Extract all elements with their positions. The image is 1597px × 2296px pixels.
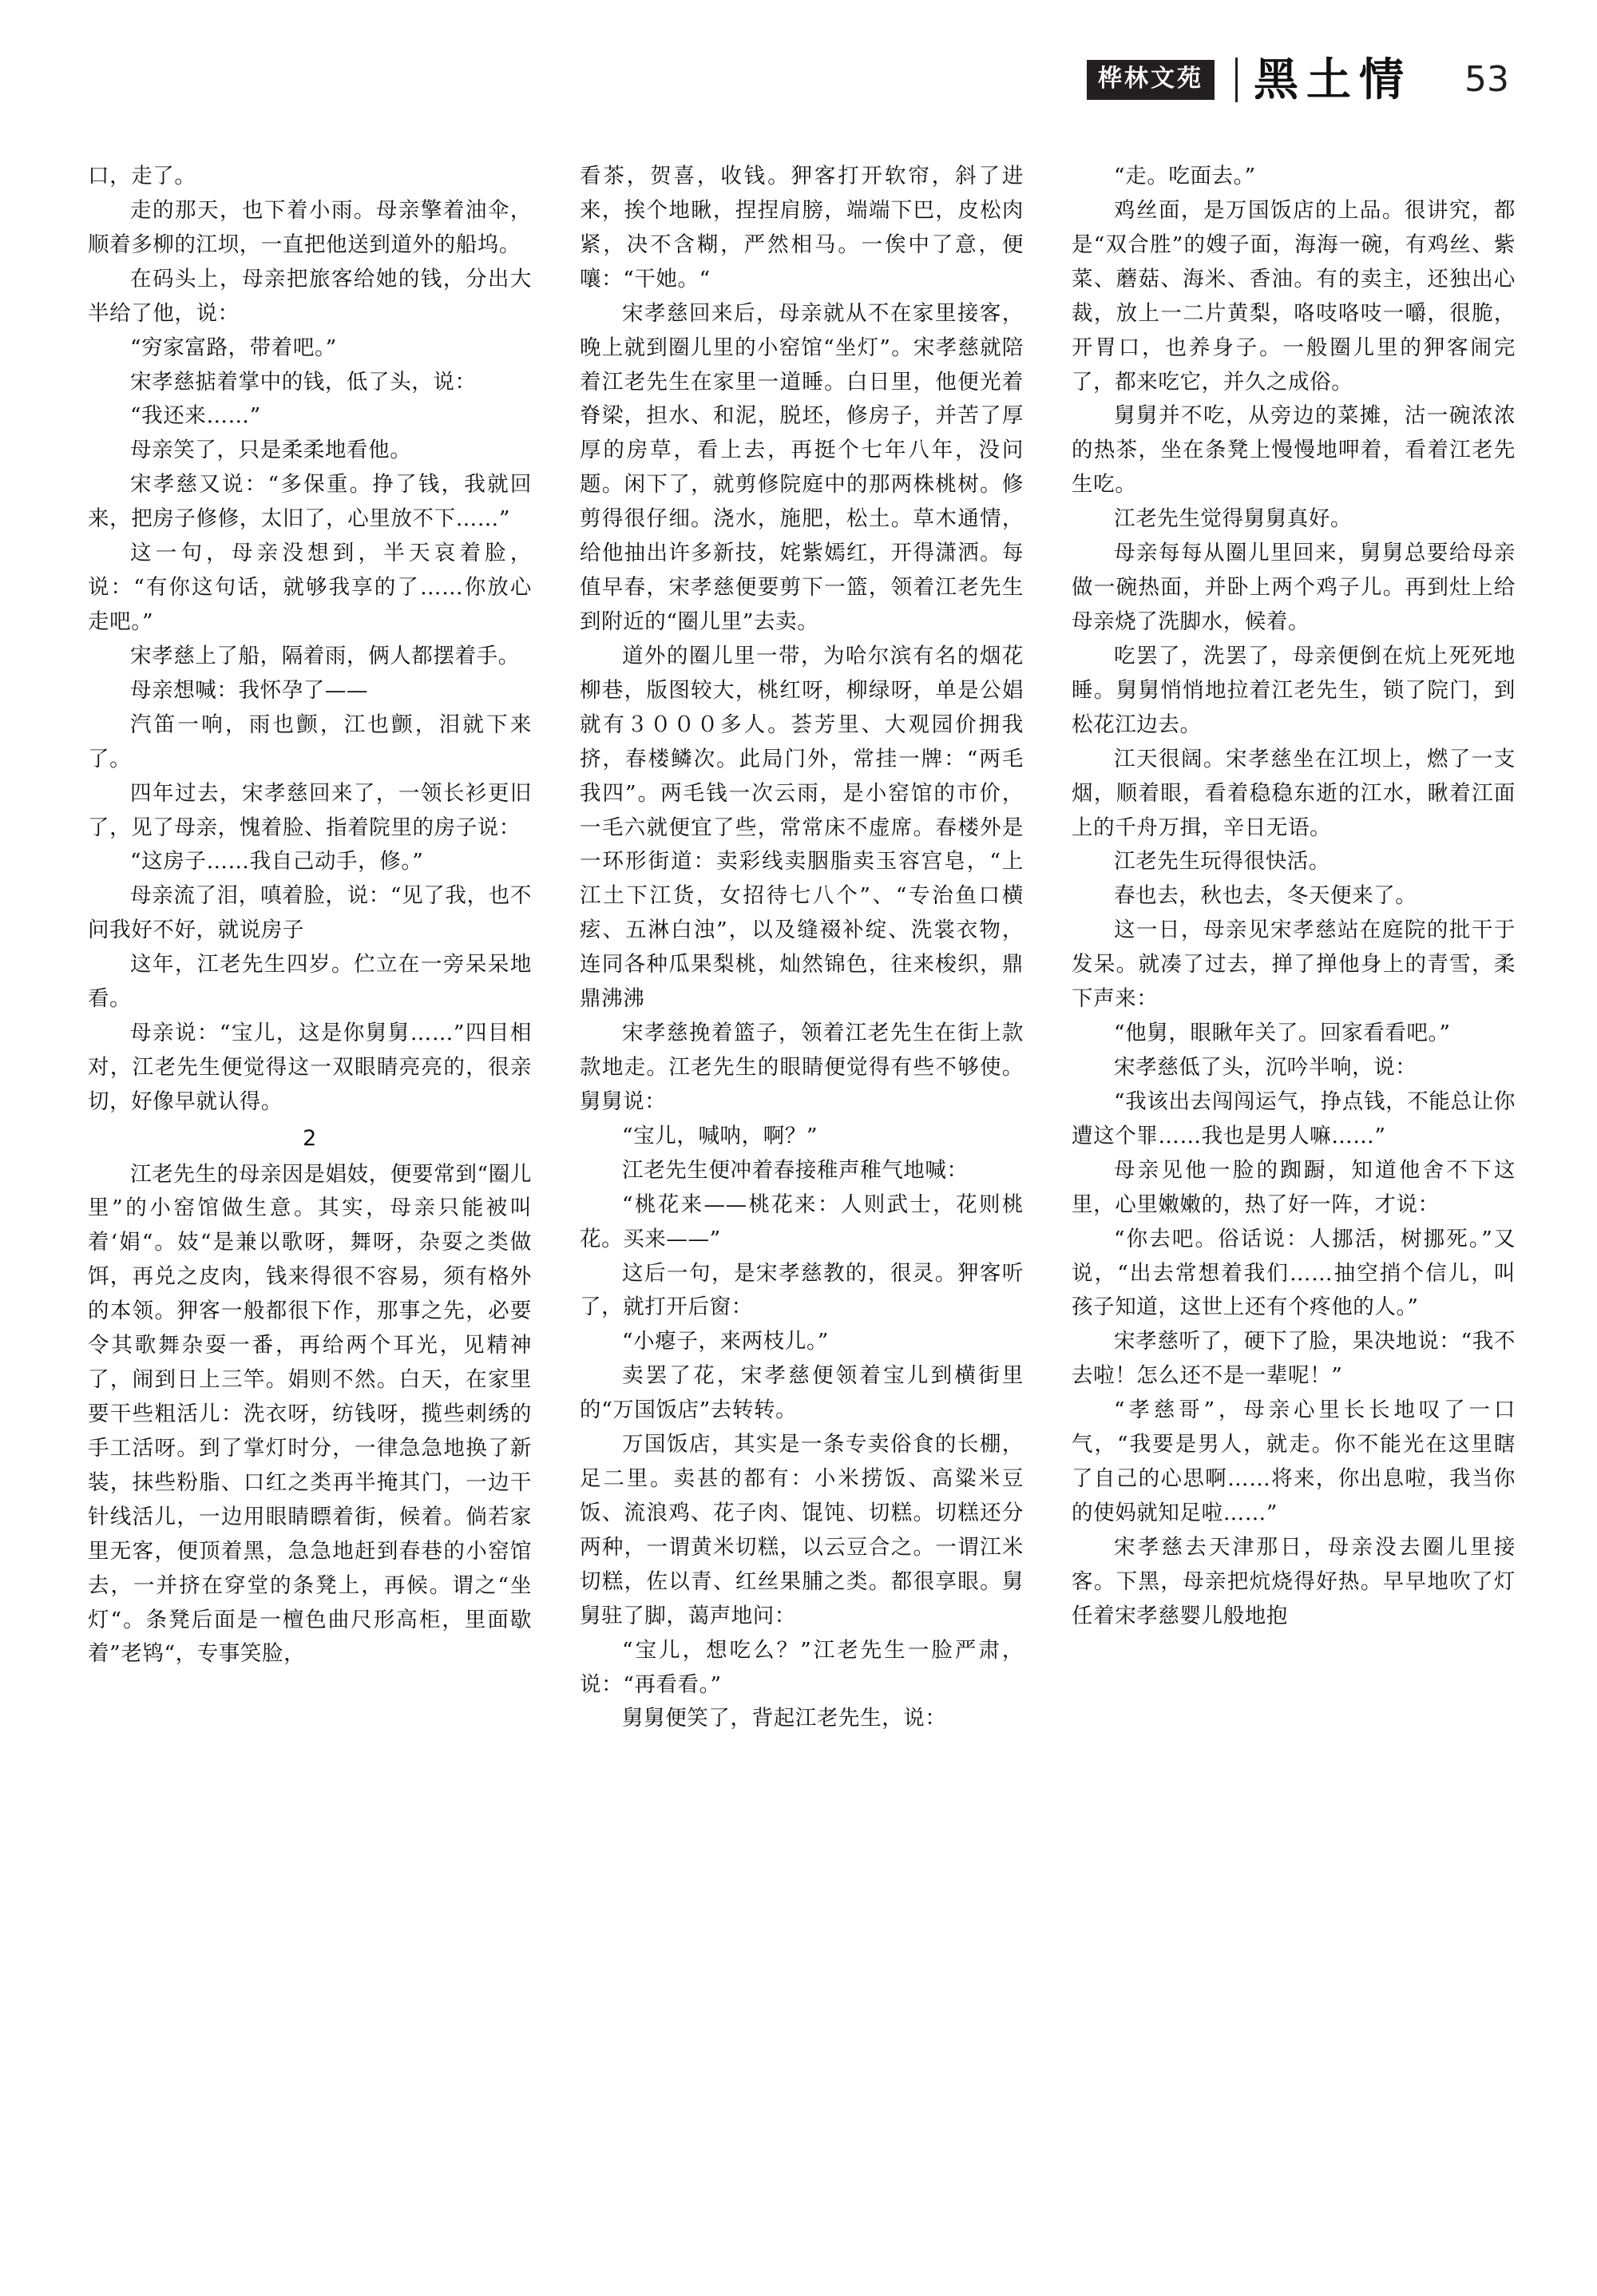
column-2 [580,160,1024,2236]
paragraph: 宋孝慈低了头，沉吟半响，说： [1114,1054,1417,1080]
paragraph: 四年过去，宋孝慈回来了，一领长衫更旧了，见了母亲，愧着脸、指着院里的房子说： [88,780,532,840]
paragraph: 母亲想喊：我怀孕了—— [130,677,369,703]
paragraph: 宋孝慈挽着篮子，领着江老先生在街上款款地走。江老先生的眼睛便觉得有些不够使。舅舅说： [580,1021,1024,1114]
paragraph: “走。吃面去。” [1114,164,1256,188]
page-header [1087,54,1509,106]
paragraph: “我该出去闯闯运气，挣点钱，不能总让你遭这个罪……我也是男人嘛……” [1072,1089,1516,1148]
paragraph: 卖罢了花，宋孝慈便领着宝儿到横街里的“万国饭店”去转转。 [580,1363,1024,1423]
paragraph: 万国饭店，其实是一条专卖俗食的长棚，足二里。卖甚的都有：小米捞饭、高粱米豆饭、流浪鸡、花子肉、馄饨、切糕。切糕还分两种，一谓黄米切糕，以云豆合之。一谓江米切糕，佐以青、红丝果脯之类。都很享眼。舅舅驻了脚，蔼声地问： [580,1432,1024,1628]
paragraph: 走的那天，也下着小雨。母亲擎着油伞，顺着多柳的江坝，一直把他送到道外的船坞。 [88,197,532,257]
column-3 [1072,160,1516,2236]
paragraph: 宋孝慈回来后，母亲就从不在家里接客，晚上就到圈儿里的小窑馆“坐灯”。宋孝慈就陪着江老先生在家里一道睡。白日里，他便光着脊梁，担水、和泥，脱坯，修房子，并苦了厚厚的房草，看上去，再挺个七年八年，没问题。闲下了，就剪修院庭中的那两株桃树。修剪得很仔细。浇水，施肥，松土。草木通情，给他抽出许多新技，姹紫嫣红，开得潇洒。每值早春，宋孝慈便要剪下一篮，领着江老先生到附近的“圈儿里”去卖。 [580,300,1024,634]
paragraph: 母亲笑了，只是柔柔地看他。 [130,438,412,463]
paragraph: 春也去，秋也去，冬天便来了。 [1114,883,1417,909]
paragraph: 看茶，贺喜，收钱。狎客打开软帘，斜了进来，挨个地瞅，捏捏肩膀，端端下巴，皮松肉紧，决不含糊，严然相马。一俟中了意，便嚷：“干她。“ [580,164,1024,291]
paragraph: “他舅，眼瞅年关了。回家看看吧。” [1114,1021,1451,1046]
paragraph: 吃罢了，洗罢了，母亲便倒在炕上死死地睡。舅舅悄悄地拉着江老先生，锁了院门，到松花江边去。 [1072,643,1516,737]
paragraph: 江天很阔。宋孝慈坐在江坝上，燃了一支烟，顺着眼，看着稳稳东逝的江水，瞅着江面上的千舟万揖，辛日无语。 [1072,746,1516,840]
paragraph: 汽笛一响，雨也颤，江也颤，泪就下来了。 [88,712,532,771]
paragraph: 江老先生的母亲因是娼妓，便要常到“圈儿里”的小窑馆做生意。其实，母亲只能被叫着‘娟“。妓“是兼以歌呀，舞呀，杂耍之类做饵，再兑之皮肉，钱来得很不容易，须有格外的本领。狎客一般都很下作，那事之先，必要令其歌舞杂耍一番，再给两个耳光，见精神了，闹到日上三竿。娟则不然。白天，在家里要干些粗活儿：洗衣呀，纺钱呀，揽些刺绣的手工活呀。到了掌灯时分，一律急急地换了新装，抹些粉脂、口红之类再半掩其门，一边干针线活儿，一边用眼睛瞟着街，候着。倘若家里无客，便顶着黑，急急地赶到春巷的小窑馆去，一并挤在穿堂的条凳上，再候。谓之“坐灯“。条凳后面是一檀色曲尺形高柜，里面歇着”老鸨“，专事笑脸， [88,1161,532,1667]
paragraph: “这房子……我自己动手，修。” [130,849,424,874]
paragraph: 宋孝慈去天津那日，母亲没去圈儿里接客。下黑，母亲把炕烧得好热。早早地吹了灯任着宋孝慈婴儿般地抱 [1072,1534,1516,1628]
paragraph: 宋孝慈上了船，隔着雨，俩人都摆着手。 [130,643,520,668]
paragraph: 鸡丝面，是万国饭店的上品。很讲究，都是“双合胜”的嫂子面，海海一碗，有鸡丝、紫菜、蘑菇、海米、香油。有的卖主，还独出心裁，放上一二片黄梨，咯吱咯吱一嚼，很脆，开胃口，也养身子。一般圈儿里的狎客闹完了，都来吃它，并久之成俗。 [1072,197,1516,395]
paragraph: 舅舅并不吃，从旁边的菜摊，沽一碗浓浓的热茶，坐在条凳上慢慢地呷着，看着江老先生吃。 [1072,403,1516,498]
paragraph: 道外的圈儿里一带，为哈尔滨有名的烟花柳巷，版图较大，桃红呀，柳绿呀，单是公娼就有３０００多人。荟芳里、大观园价拥我挤，春楼鳞次。此局门外，常挂一牌：“两毛我四”。两毛钱一次云雨，是小窑馆的市价，一毛六就便宜了些，常常床不虚席。春楼外是一环形街道：卖彩线卖胭脂卖玉容宫皂，“上江土下江货，女招待七八个”、“专治鱼口横痃、五淋白浊”，以及缝裰补绽、洗裳衣物，连同各种瓜果梨桃，灿然锦色，往来梭织，鼎鼎沸沸 [580,643,1024,1012]
paragraph: 在码头上，母亲把旅客给她的钱，分出大半给了他，说： [88,266,532,326]
paragraph: “小瘪子，来两枝儿。” [622,1329,829,1354]
paragraph: 母亲见他一脸的踟蹰，知道他舍不下这里，心里嫩嫩的，热了好一阵，才说： [1072,1157,1516,1217]
paragraph: 这年，江老先生四岁。伫立在一旁呆呆地看。 [88,952,532,1012]
paragraph: “桃花来——桃花来：人则武士，花则桃花。买来——” [580,1192,1024,1251]
paragraph: “穷家富路，带着吧。” [130,335,337,360]
paragraph: 母亲说：“宝儿，这是你舅舅……”四目相对，江老先生便觉得这一双眼睛亮亮的，很亲切，好像早就认得。 [88,1021,532,1114]
paragraph: 宋孝慈听了，硬下了脸，果决地说：“我不去啦！怎么还不是一辈呢！” [1072,1329,1516,1389]
paragraph: 舅舅便笑了，背起江老先生，说： [622,1706,947,1731]
column-1 [88,160,532,2236]
paragraph: 这后一句，是宋孝慈教的，很灵。狎客听了，就打开后窗： [580,1260,1024,1320]
paragraph: 口，走了。 [88,164,196,188]
page-number: 53 [1464,59,1509,100]
paragraph: 母亲流了泪，嗔着脸，说：“见了我，也不问我好不好，就说房子 [88,883,532,943]
paragraph: 这一日，母亲见宋孝慈站在庭院的批干于发呆。就凑了过去，掸了掸他身上的青雪，柔下声来： [1072,918,1516,1012]
paragraph: 江老先生便冲着春接稚声稚气地喊： [622,1157,969,1183]
section-tag: 桦林文苑 [1087,60,1215,100]
paragraph: “宝儿，喊呐，啊？” [622,1123,818,1148]
paragraph: 宋孝慈又说：“多保重。挣了钱，我就回来，把房子修修，太旧了，心里放不下……” [88,472,532,532]
paragraph: 母亲每每从圈儿里回来，舅舅总要给母亲做一碗热面，并卧上两个鸡子儿。再到灶上给母亲烧了洗脚水，候着。 [1072,541,1516,634]
paragraph: “宝儿，想吃么？”江老先生一脸严肃，说：“再看看。” [580,1637,1024,1697]
paragraph: 宋孝慈掂着掌中的钱，低了头，说： [130,369,477,395]
paragraph: 这一句，母亲没想到，半天哀着脸，说：“有你这句话，就够我享的了……你放心走吧。” [88,541,532,634]
paragraph: “孝慈哥”，母亲心里长长地叹了一口气，“我要是男人，就走。你不能光在这里瞎了自己的心思啊……将来，你出息啦，我当你的使妈就知足啦……” [1072,1398,1516,1525]
paragraph: “我还来……” [130,403,261,429]
section-number: 2 [303,1125,317,1151]
magazine-title: 黑土情 [1235,57,1429,102]
paragraph: 江老先生觉得舅舅真好。 [1114,506,1353,532]
paragraph: “你去吧。俗话说：人挪活，树挪死。”又说，“出去常想着我们……抽空捎个信儿，叫孩子知道，这世上还有个疼他的人。” [1072,1226,1516,1320]
article-body [88,160,1517,2236]
paragraph: 江老先生玩得很快活。 [1114,849,1330,874]
